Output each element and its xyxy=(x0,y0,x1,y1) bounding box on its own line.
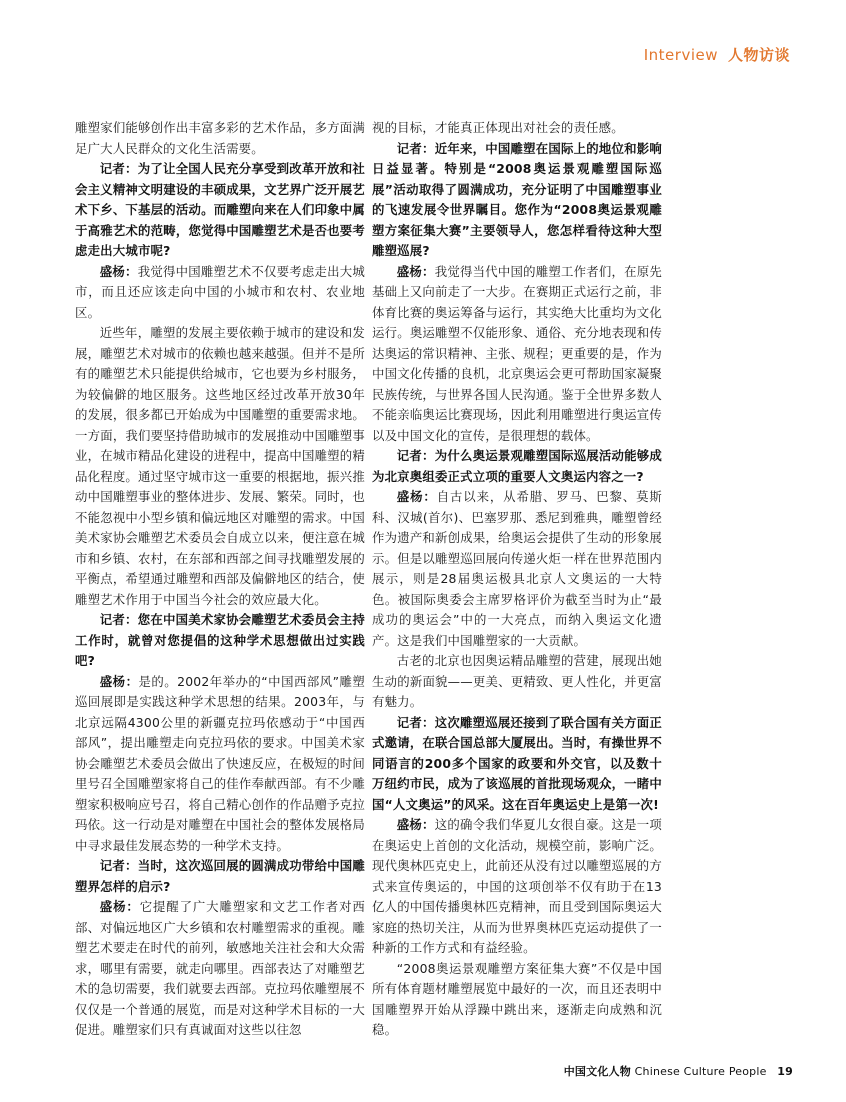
speaker-label: 记者： xyxy=(99,858,138,873)
article-paragraph: 雕塑家们能够创作出丰富多彩的艺术作品，多方面满足广大人民群众的文化生活需要。 xyxy=(75,120,365,156)
speaker-label: 盛杨： xyxy=(396,817,435,832)
speaker-label: 盛杨： xyxy=(396,263,435,279)
article-paragraph: 视的目标，才能真正体现出对社会的责任感。 xyxy=(372,120,624,135)
article-paragraph: “2008奥运景观雕塑方案征集大赛”不仅是中国所有体育题材雕塑展览中最好的一次，而且还表明中国雕塑界开始从浮躁中跳出来，逐渐走向成熟和沉稳。 xyxy=(372,960,662,1037)
article-paragraph: 古老的北京也因奥运精品雕塑的营建，展现出她生动的新面貌——更美、更精致、更人性化，并更富有魅力。 xyxy=(372,653,662,709)
speaker-label: 记者： xyxy=(99,161,138,176)
speaker-label: 记者： xyxy=(396,140,435,156)
speaker-label: 盛杨： xyxy=(99,263,138,279)
article-paragraph: 记者：这次雕塑巡展还接到了联合国有关方面正式邀请，在联合国总部大厦展出。当时，有操世界不同语言的200多个国家的政要和外交官，以及数十万纽约市民，成为了该巡展的首批现场观众，一睹中国“人文奥运”的风采。这在百年奥运史上是第一次! xyxy=(372,714,662,812)
section-header-zh: 人物访谈 xyxy=(727,46,790,64)
article-column-right xyxy=(372,118,662,1041)
article-paragraph: 记者：您在中国美术家协会雕塑艺术委员会主持工作时，就曾对您提倡的这种学术思想做出过实践吧? xyxy=(75,612,365,668)
footer-magazine-en: Chinese Culture People xyxy=(634,1065,767,1078)
article-paragraph: 记者：当时，这次巡回展的圆满成功带给中国雕塑界怎样的启示? xyxy=(75,858,365,894)
speaker-label: 记者： xyxy=(396,714,435,730)
speaker-label: 盛杨： xyxy=(99,899,140,914)
article-paragraph: 记者：近年来，中国雕塑在国际上的地位和影响日益显著。特别是“2008奥运景观雕塑国际巡展”活动取得了圆满成功，充分证明了中国雕塑事业的飞速发展令世界瞩目。您作为“2008奥运景观雕塑方案征集大赛”主要领导人，您怎样看待这种大型雕塑巡展? xyxy=(372,140,662,258)
article-paragraph: 盛杨：我觉得中国雕塑艺术不仅要考虑走出大城市，而且还应该走向中国的小城市和农村、农业地区。 xyxy=(75,263,365,320)
article-column-left xyxy=(75,118,365,1041)
page-number: 19 xyxy=(777,1065,793,1078)
article-paragraph: 近些年，雕塑的发展主要依赖于城市的建设和发展，雕塑艺术对城市的依赖也越来越强。但并不是所有的雕塑艺术只能提供给城市，它也要为乡村服务，为较偏僻的地区服务。这些地区经过改革开放30年的发展，很多都已开始成为中国雕塑的重要需求地。一方面，我们要坚持借助城市的发展推动中国雕塑事业，在城市精品化建设的进程中，提高中国雕塑的精品化程度。通过坚守城市这一重要的根据地，振兴推动中国雕塑事业的整体进步、发展、繁荣。同时，也不能忽视中小型乡镇和偏远地区对雕塑的需求。中国美术家协会雕塑艺术委员会自成立以来，便注意在城市和乡镇、农村，在东部和西部之间寻找雕塑发展的平衡点，希望通过雕塑和西部及偏僻地区的结合，使雕塑艺术作用于中国当今社会的效应最大化。 xyxy=(75,325,365,607)
article-paragraph: 盛杨：我觉得当代中国的雕塑工作者们，在原先基础上又向前走了一大步。在赛期正式运行之前，非体育比赛的奥运筹备与运行，其实绝大比重均为文化运行。奥运雕塑不仅能形象、通俗、充分地表现和传达奥运的常识精神、主张、规程；更重要的是，作为中国文化传播的良机，北京奥运会更可帮助国家凝聚民族传统，与世界各国人民沟通。鉴于全世界多数人不能亲临奥运比赛现场，因此利用雕塑进行奥运宣传以及中国文化的宣传，是很理想的载体。 xyxy=(372,263,662,443)
speaker-label: 盛杨： xyxy=(396,489,437,504)
article-paragraph: 记者：为什么奥运景观雕塑国际巡展活动能够成为北京奥组委正式立项的重要人文奥运内容之一? xyxy=(372,448,662,484)
article-paragraph: 记者：为了让全国人民充分享受到改革开放和社会主义精神文明建设的丰硕成果，文艺界广泛开展艺术下乡、下基层的活动。而雕塑向来在人们印象中属于高雅艺术的范畴，您觉得中国雕塑艺术是否也要考虑走出大城市呢? xyxy=(75,161,365,258)
section-header xyxy=(644,44,790,65)
article-paragraph: 盛杨：是的。2002年举办的“中国西部风”雕塑巡回展即是实践这种学术思想的结果。2003年，与北京远隔4300公里的新疆克拉玛依感动于“中国西部风”，提出雕塑走向克拉玛依的要求。中国美术家协会雕塑艺术委员会做出了快速反应，在极短的时间里号召全国雕塑家将自己的佳作奉献西部。有不少雕塑家积极响应号召，将自己精心创作的作品赠予克拉玛依。这一行动是对雕塑在中国社会的整体发展格局中寻求最佳发展态势的一种学术支持。 xyxy=(75,673,365,853)
section-header-en: Interview xyxy=(643,46,718,64)
footer-magazine-zh: 中国文化人物 xyxy=(563,1065,631,1078)
speaker-label: 记者： xyxy=(99,612,138,627)
article-paragraph: 盛杨：这的确令我们华夏儿女很自豪。这是一项在奥运史上首创的文化活动，规模空前，影响广泛。现代奥林匹克史上，此前还从没有过以雕塑巡展的方式来宣传奥运的，中国的这项创举不仅有助于在13亿人的中国传播奥林匹克精神，而且受到国际奥运大家庭的热切关注，从而为世界奥林匹克运动提供了一种新的工作方式和有益经验。 xyxy=(372,817,662,955)
article-paragraph: 盛杨：自古以来，从希腊、罗马、巴黎、莫斯科、汉城(首尔)、巴塞罗那、悉尼到雅典，雕塑曾经作为遗产和新创成果，给奥运会提供了生动的形象展示。但是以雕塑巡回展向传递火炬一样在世界范围内展示，则是28届奥运极具北京人文奥运的一大特色。被国际奥委会主席罗格评价为截至当时为止“最成功的奥运会”中的一大亮点，而纳入奥运文化遗产。这是我们中国雕塑家的一大贡献。 xyxy=(372,489,662,648)
speaker-label: 盛杨： xyxy=(99,673,139,689)
speaker-label: 记者： xyxy=(396,448,435,463)
page-footer xyxy=(564,1063,793,1079)
article-paragraph: 盛杨：它提醒了广大雕塑家和文艺工作者对西部、对偏远地区广大乡镇和农村雕塑需求的重视。雕塑艺术要走在时代的前列，敏感地关注社会和大众需求，哪里有需要，就走向哪里。西部表达了对雕塑艺术的急切需要，我们就要去西部。克拉玛依雕塑展不仅仅是一个普通的展览，而是对这种学术目标的一大促进。雕塑家们只有真诚面对这些以往忽 xyxy=(75,899,365,1037)
